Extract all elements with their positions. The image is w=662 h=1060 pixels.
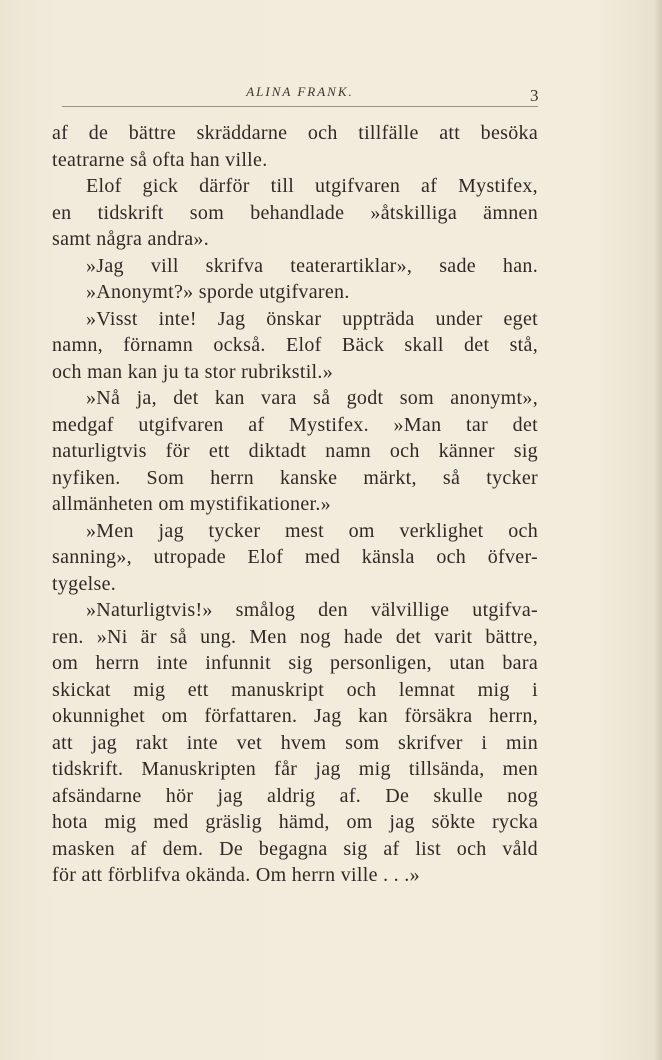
text-line: medgaf utgifvaren af Mystifex. »Man tar det (52, 413, 538, 436)
text-line: teatrarne så ofta han ville. (52, 148, 268, 171)
text-line: för att förblifva okända. Om herrn ville . . .» (52, 864, 420, 886)
text-line: naturligtvis för ett diktadt namn och känner sig (52, 440, 538, 462)
text-line: om herrn inte infunnit sig personligen, utan bara (52, 652, 538, 674)
text-line: samt några andra». (52, 228, 210, 250)
text-line: och man kan ju ta stor rubrikstil.» (52, 360, 334, 383)
page-number: 3 (530, 86, 539, 105)
page-edge-shadow (654, 0, 662, 1060)
text-line: »Nå ja, det kan vara så godt som anonymt», (86, 387, 538, 409)
running-title: ALINA FRANK. (246, 84, 354, 99)
text-line: Elof gick därför till utgifvaren af Mystifex, (86, 175, 538, 197)
text-line: af de bättre skräddarne och tillfälle att besöka (52, 122, 538, 144)
text-line: namn, förnamn också. Elof Bäck skall det stå, (52, 334, 538, 356)
text-line: sanning», utropade Elof med känsla och öfver- (52, 546, 538, 568)
text-line: skickat mig ett manuskript och lemnat mig i (52, 678, 538, 701)
text-line: nyfiken. Som herrn kanske märkt, så tycker (52, 466, 538, 489)
text-line: afsändarne hör jag aldrig af. De skulle nog (52, 784, 538, 807)
text-line: »Men jag tycker mest om verklighet och (86, 519, 538, 542)
text-line: allmänheten om mystifikationer.» (52, 493, 331, 515)
text-line: ren. »Ni är så ung. Men nog hade det varit bättre, (52, 625, 538, 648)
text-line: tidskrift. Manuskripten får jag mig tillsända, men (52, 758, 538, 780)
text-line: »Naturligtvis!» smålog den välvillige utgifva- (86, 599, 538, 621)
text-line: »Visst inte! Jag önskar uppträda under eget (86, 307, 538, 330)
text-line: hota mig med gräslig hämd, om jag sökte rycka (52, 811, 538, 833)
text-line: masken af dem. De begagna sig af list och våld (52, 837, 538, 860)
text-line: att jag rakt inte vet hvem som skrifver i min (52, 731, 538, 754)
text-line: okunnighet om författaren. Jag kan försäkra herrn, (52, 705, 538, 727)
text-line: »Jag vill skrifva teaterartiklar», sade han. (86, 254, 538, 277)
text-line: en tidskrift som behandlade »åtskilliga ämnen (52, 201, 538, 224)
text-line: »Anonymt?» sporde utgifvaren. (86, 281, 350, 303)
body-text (52, 120, 538, 889)
text-line: tygelse. (52, 572, 117, 595)
header-rule (62, 106, 538, 107)
